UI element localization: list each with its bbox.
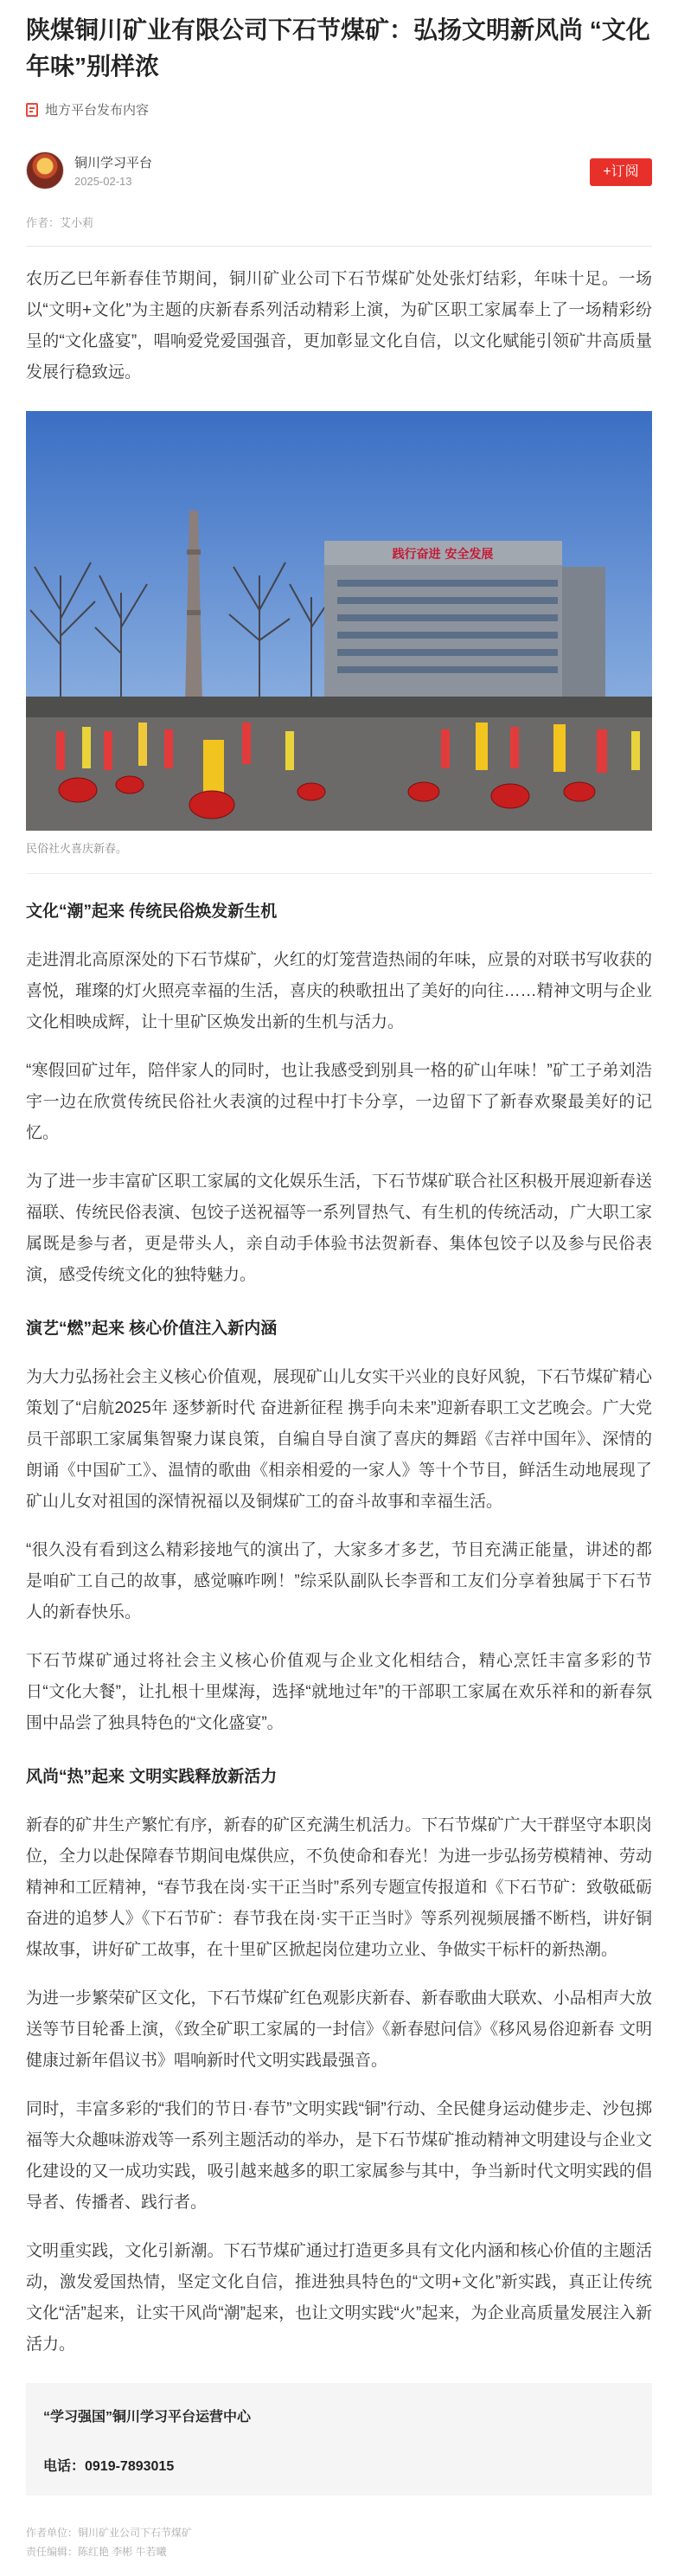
body-paragraph: “很久没有看到这么精彩接地气的演出了，大家多才多艺，节目充满正能量，讲述的都是咱矿工自己的故事，感觉嘛咋咧！”综采队副队长李晋和工友们分享着独属于下石节人的新春快乐。 [26, 1541, 652, 1622]
article-title: 陕煤铜川矿业有限公司下石节煤矿：弘扬文明新风尚 “文化年味”别样浓 [26, 16, 650, 80]
avatar[interactable] [26, 151, 64, 190]
article-photo[interactable] [26, 411, 652, 831]
section-heading-performance: 演艺“燃”起来 核心价值注入新内涵 [26, 1320, 278, 1338]
photo-illustration [26, 411, 652, 831]
body-paragraph: 文明重实践，文化引新潮。下石节煤矿通过打造更多具有文化内涵和核心价值的主题活动，激发爱国热情，坚定文化自信，推进独具特色的“文明+文化”新实践，真正让传统文化“活”起来，让实干风尚“潮”起来，也让文明实践“火”起来，为企业高质量发展注入新活力。 [26, 2242, 652, 2354]
subscribe-button[interactable]: +订阅 [590, 158, 652, 186]
article-footer [26, 2523, 652, 2561]
body-paragraph: 为进一步繁荣矿区文化，下石节煤矿红色观影庆新春、新春歌曲大联欢、小品相声大放送等节目轮番上演，《致全矿职工家属的一封信》《新春慰问信》《移风易俗迎新春 文明健康过新年倡议书》唱响新时代文明实践最强音。 [26, 1989, 652, 2070]
body-paragraph: 为了进一步丰富矿区职工家属的文化娱乐生活，下石节煤矿联合社区积极开展迎新春送福联、传统民俗表演、包饺子送祝福等一系列冒热气、有生机的传统活动，广大职工家属既是参与者，更是带头人，亲自动手体验书法贺新春、集体包饺子以及参与民俗表演，感受传统文化的独特魅力。 [26, 1172, 652, 1284]
source-row [26, 100, 652, 119]
body-paragraph: 新春的矿井生产繁忙有序，新春的矿区充满生机活力。下石节煤矿广大干群坚守本职岗位，全力以赴保障春节期间电煤供应，不负使命和春光！为进一步弘扬劳模精神、劳动精神和工匠精神，“春节我在岗·实干正当时”系列专题宣传报道和《下石节矿：致敬砥砺奋进的追梦人》《下石节矿：春节我在岗·实干正当时》等系列视频展播不断档，讲好铜煤故事，讲好矿工故事，在十里矿区掀起岗位建功立业、争做实干标杆的新热潮。 [26, 1816, 652, 1959]
body-paragraph: 同时，丰富多彩的“我们的节日·春节”文明实践“铜”行动、全民健身运动健步走、沙包掷福等大众趣味游戏等一系列主题活动的举办，是下石节煤矿推动精神文明建设与企业文化建设的又一成功实践，吸引越来越多的职工家属参与其中，争当新时代文明实践的倡导者、传播者、践行者。 [26, 2100, 652, 2212]
divider [26, 873, 652, 874]
building [324, 541, 605, 714]
building-banner: 践行奋进 安全发展 [392, 548, 494, 562]
section-heading-culture: 文化“潮”起来 传统民俗焕发新生机 [26, 903, 278, 921]
source-label: 地方平台发布内容 [45, 103, 150, 118]
photo-caption: 民俗社火喜庆新春。 [26, 842, 128, 855]
responsible-editor: 责任编辑：陈红艳 李彬 牛若曦 [26, 2546, 167, 2558]
body-paragraph: 走进渭北高原深处的下石节煤矿，火红的灯笼营造热闹的年味，应景的对联书写收获的喜悦，璀璨的灯火照亮幸福的生活，喜庆的秧歌扭出了美好的向往……精神文明与企业文化相映成辉，让十里矿区焕发出新的生机与活力。 [26, 951, 652, 1031]
contact-phone[interactable]: 电话：0919-7893015 [43, 2459, 175, 2474]
byline: 作者：艾小莉 [26, 216, 94, 229]
divider [26, 246, 652, 247]
author-name[interactable]: 铜川学习平台 [74, 156, 153, 170]
body-paragraph: 为大力弘扬社会主义核心价值观，展现矿山儿女实干兴业的良好风貌，下石节煤矿精心策划了“启航2025年 逐梦新时代 奋进新征程 携手向未来”迎新春职工文艺晚会。广大党员干部职工家属集智聚力谋良策，自编自导自演了喜庆的舞蹈《吉祥中国年》、深情的朗诵《中国矿工》、温情的歌曲《相亲相爱的一家人》等十个节目，鲜活生动地展现了矿山儿女对祖国的深情祝福以及铜煤矿工的奋斗故事和幸福生活。 [26, 1368, 652, 1511]
author-unit: 作者单位：铜川矿业公司下石节煤矿 [26, 2527, 193, 2539]
author-row [26, 151, 652, 190]
publish-date: 2025-02-13 [74, 175, 132, 188]
body-paragraph: “寒假回矿过年，陪伴家人的同时，也让我感受到别具一格的矿山年味！”矿工子弟刘浩宇一边在欣赏传统民俗社火表演的过程中打卡分享，一边留下了新春欢聚最美好的记忆。 [26, 1062, 652, 1142]
intro-paragraph: 农历乙巳年新春佳节期间，铜川矿业公司下石节煤矿处处张灯结彩，年味十足。一场以“文明+文化”为主题的庆新春系列活动精彩上演，为矿区职工家属奉上了一场精彩纷呈的“文化盛宴”，唱响爱党爱国强音，更加彰显文化自信，以文化赋能引领矿井高质量发展行稳致远。 [26, 270, 652, 382]
section-heading-civilization: 风尚“热”起来 文明实践释放新活力 [26, 1768, 278, 1786]
document-icon [26, 103, 38, 117]
contact-box [26, 2383, 652, 2496]
contact-title: “学习强国”铜川学习平台运营中心 [43, 2410, 252, 2425]
body-paragraph: 下石节煤矿通过将社会主义核心价值观与企业文化相结合，精心烹饪丰富多彩的节日“文化大餐”，让扎根十里煤海，选择“就地过年”的干部职工家属在欢乐祥和的新春氛围中品尝了独具特色的“文化盛宴”。 [26, 1652, 652, 1732]
author-info [74, 153, 152, 188]
